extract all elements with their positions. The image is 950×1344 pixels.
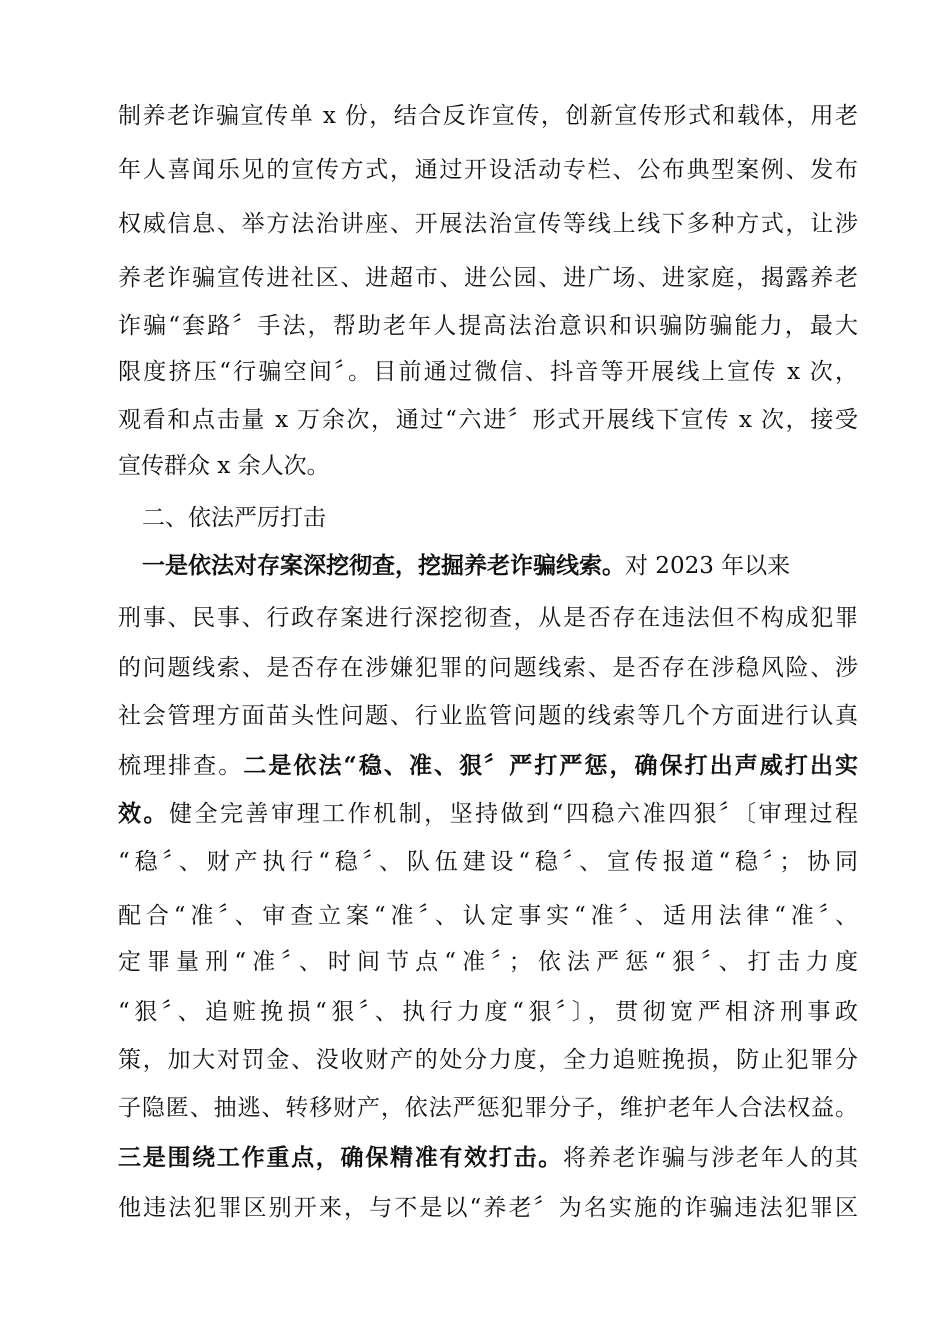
paragraph-line: 的问题线索、是否存在涉嫌犯罪的问题线索、是否存在涉稳风险、涉 (118, 655, 858, 681)
paragraph-line: 配合“准〞、审查立案“准〞、认定事实“准〞、适用法律“准〞、 (118, 903, 858, 929)
paragraph-text: 对 2023 年以来 (625, 553, 791, 579)
bold-lead: 二是依法“稳、准、狠〞严打严惩，确保打出声威打出实 (243, 752, 858, 779)
paragraph-line: 刑事、民事、行政存案进行深挖彻查，从是否存在违法但不构成犯罪 (118, 605, 858, 631)
paragraph-line (118, 798, 858, 830)
paragraph-line: 养老诈骗宣传进社区、进超市、进公园、进广场、进家庭，揭露养老 (118, 265, 858, 291)
paragraph-line: 诈骗“套路〞手法，帮助老年人提高法治意识和识骗防骗能力，最大 (118, 313, 858, 339)
paragraph-line: 他违法犯罪区别开来，与不是以“养老〞为名实施的诈骗违法犯罪区 (118, 1195, 858, 1221)
paragraph-line (118, 750, 858, 782)
paragraph-line: 限度挤压“行骗空间〞。目前通过微信、抖音等开展线上宣传 x 次， (118, 359, 858, 385)
paragraph-line: 定罪量刑“准〞、时间节点“准〞；依法严惩“狠〞、打击力度 (118, 949, 858, 975)
bold-lead: 效。 (118, 800, 170, 827)
paragraph-text: 健全完善审理工作机制，坚持做到“四稳六准四狠〞〔审理过程 (169, 801, 858, 827)
paragraph-line: 子隐匿、抽逃、转移财产，依法严惩犯罪分子，维护老年人合法权益。 (118, 1095, 858, 1121)
paragraph-line: 宣传群众 x 余人次。 (118, 453, 330, 479)
paragraph-line: 策，加大对罚金、没收财产的处分力度，全力追赃挽损，防止犯罪分 (118, 1047, 858, 1073)
bold-lead: 三是围绕工作重点，确保精准有效打击。 (118, 1144, 564, 1171)
paragraph-line: 年人喜闻乐见的宣传方式，通过开设活动专栏、公布典型案例、发布 (118, 157, 858, 183)
paragraph-text: 梳理排查。 (118, 753, 244, 779)
paragraph-line (118, 1142, 858, 1174)
section-heading: 二、依法严厉打击 (142, 505, 326, 531)
paragraph-line: “稳〞、财产执行“稳〞、队伍建设“稳〞、宣传报道“稳〞；协同 (118, 849, 858, 875)
paragraph-line: 观看和点击量 x 万余次，通过“六进〞形式开展线下宣传 x 次，接受 (118, 407, 858, 433)
bold-lead: 一是依法对存案深挖彻查，挖掘养老诈骗线索。 (142, 552, 625, 579)
paragraph-line: 权威信息、举方法治讲座、开展法治宣传等线上线下多种方式，让涉 (118, 211, 858, 237)
paragraph-line (142, 550, 858, 582)
paragraph-text: 将养老诈骗与涉老年人的其 (563, 1145, 858, 1171)
paragraph-line: 社会管理方面苗头性问题、行业监管问题的线索等几个方面进行认真 (118, 703, 858, 729)
paragraph-line: “狠〞、追赃挽损“狠〞、执行力度“狠〞〕，贯彻宽严相济刑事政 (118, 999, 858, 1025)
paragraph-line: 制养老诈骗宣传单 x 份，结合反诈宣传，创新宣传形式和载体，用老 (118, 103, 858, 129)
